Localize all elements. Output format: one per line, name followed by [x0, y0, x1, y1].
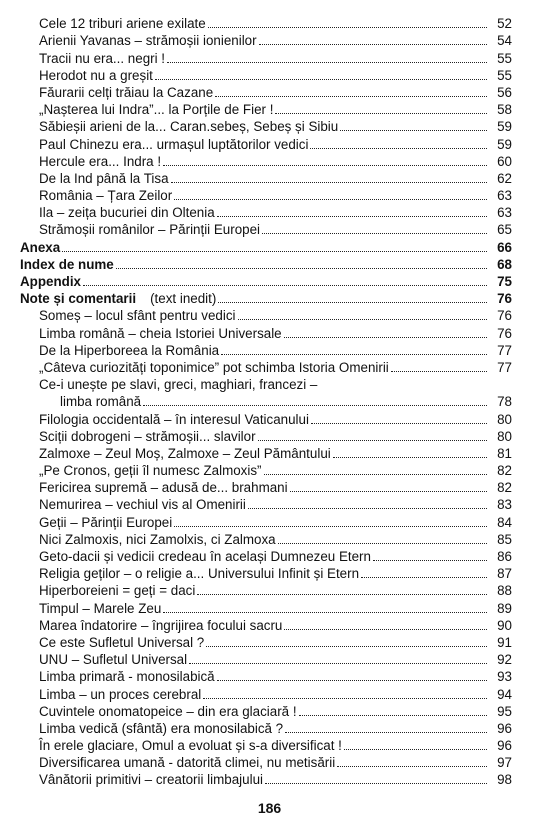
dot-leader: [167, 62, 487, 63]
toc-entry-page: 78: [497, 394, 512, 410]
toc-entry-title: [39, 85, 213, 100]
toc-entry-title-text: Făurarii celți trăiau la Cazane: [39, 84, 214, 100]
toc-entry-title: [39, 360, 389, 375]
toc-entry-title-text: De la Ind până la Tisa: [39, 170, 169, 186]
toc-entry-title-text: „Nașterea lui Indra”... la Porțile de Fier !: [39, 102, 274, 118]
dot-leader: [248, 508, 487, 509]
toc-entry-title-text: Timpul – Marele Zeu: [39, 600, 162, 616]
toc-entry-page: 59: [497, 136, 512, 152]
toc-entry-title-text: Vânătorii primitivi – creatorii limbajului: [39, 772, 263, 788]
toc-entry-title-text: „Câteva curiozități toponimice” pot schimba Istoria Omenirii: [39, 359, 389, 375]
toc-entry-title: [39, 326, 282, 341]
toc-entry-title-text: De la Hiperboreea la România: [39, 342, 220, 358]
toc-entry-title: [39, 549, 371, 564]
toc-entry-title: [39, 687, 201, 702]
toc-entry-title-text: România – Țara Zeilor: [39, 188, 173, 204]
toc-entry-title: [39, 515, 172, 530]
toc-entry-title: [39, 532, 276, 547]
dot-leader: [259, 44, 487, 45]
toc-entry-title-text: Ce este Sufletul Universal ?: [39, 634, 205, 650]
toc-entry-page: 80: [497, 411, 512, 427]
toc-entry: [20, 237, 512, 254]
toc-entry-page: 62: [497, 170, 512, 186]
toc-entry-title-text: Nemurirea – vechiul vis al Omenirii: [39, 497, 246, 513]
toc-entry: [20, 323, 512, 340]
toc-entry-page: 63: [497, 188, 512, 204]
toc-entry-title-text: Ce-i unește pe slavi, greci, maghiari, francezi –: [39, 377, 318, 393]
dot-leader: [284, 629, 487, 630]
toc-entry: [20, 358, 512, 375]
toc-entry-note: (text inedit): [150, 291, 217, 307]
dot-leader: [208, 27, 487, 28]
toc-entry: [20, 134, 512, 151]
toc-entry-title: [60, 394, 141, 409]
toc-entry-title: [39, 618, 282, 633]
toc-entry-title-text: Note și comentarii: [20, 291, 137, 307]
toc-entry-title-text: Marea îndatorire – îngrijirea focului sacru: [39, 617, 283, 633]
toc-entry-page: 82: [497, 480, 512, 496]
toc-entry-page: 59: [497, 119, 512, 135]
dot-leader: [218, 302, 487, 303]
toc-entry-page: 93: [497, 669, 512, 685]
toc-entry-title-text: Strămoșii românilor – Părinții Europei: [39, 222, 261, 238]
dot-leader: [337, 766, 487, 767]
toc-entry-title-text: Limba – un proces cerebral: [39, 686, 202, 702]
toc-entry-title-text: Limba vedică (sfântă) era monosilabică ?: [39, 720, 284, 736]
toc-entry: [20, 684, 512, 701]
dot-leader: [310, 148, 487, 149]
dot-leader: [265, 783, 487, 784]
dot-leader: [285, 732, 487, 733]
dot-leader: [264, 474, 487, 475]
table-of-contents: [20, 14, 512, 787]
toc-entry-title: [39, 497, 246, 512]
toc-entry: [20, 616, 512, 633]
dot-leader: [284, 337, 487, 338]
toc-entry-title-text: Paul Chinezu era... urmașul luptătorilor vedici: [39, 136, 309, 152]
dot-leader: [155, 79, 487, 80]
dot-leader: [163, 612, 487, 613]
toc-entry-title: [39, 704, 297, 719]
toc-entry: [20, 427, 512, 444]
dot-leader: [215, 96, 487, 97]
toc-entry: [20, 547, 512, 564]
toc-entry: [20, 152, 512, 169]
toc-entry-title-text: Diversificarea umană - datorită climei, nu metisării: [39, 755, 336, 771]
toc-entry-title-text: Zalmoxe – Zeul Moș, Zalmoxe – Zeul Pământului: [39, 445, 331, 461]
toc-entry-title: [39, 33, 257, 48]
toc-entry: [20, 203, 512, 220]
toc-entry-title-text: Geții – Părinții Europei: [39, 514, 173, 530]
toc-entry: [20, 478, 512, 495]
toc-entry-page: 58: [497, 102, 512, 118]
toc-entry: [20, 409, 512, 426]
toc-entry-title: [39, 343, 219, 358]
toc-entry: [20, 186, 512, 203]
toc-entry-title-text: limba română: [60, 394, 142, 410]
toc-entry: [20, 667, 512, 684]
toc-entry-page: 68: [497, 256, 512, 272]
dot-leader: [171, 182, 487, 183]
toc-entry-title: [39, 119, 338, 134]
toc-entry-title-text: Geto-dacii și vedicii credeau în același Dumnezeu Etern: [39, 549, 371, 564]
toc-entry-title: [39, 463, 262, 478]
toc-entry-title-text: Anexa: [20, 239, 61, 255]
toc-entry-title: [39, 669, 215, 684]
toc-entry-title-text: Fericirea supremă – adusă de... brahmani: [39, 480, 288, 496]
toc-entry-title-text: Hiperboreieni = geți = daci: [39, 583, 196, 599]
toc-entry-page: 88: [497, 583, 512, 599]
toc-entry-page: 94: [497, 686, 512, 702]
toc-entry-page: 82: [497, 463, 512, 479]
dot-leader: [258, 440, 487, 441]
toc-entry-page: 81: [497, 445, 512, 461]
dot-leader: [174, 526, 487, 527]
toc-entry-page: 89: [497, 600, 512, 616]
toc-entry-page: 65: [497, 222, 512, 238]
toc-entry-page: 96: [497, 738, 512, 754]
toc-entry: [20, 289, 512, 306]
toc-entry: [20, 66, 512, 83]
toc-entry-page: 76: [497, 308, 512, 324]
toc-entry-page: 87: [497, 566, 512, 582]
dot-leader: [299, 715, 487, 716]
dot-leader: [290, 491, 487, 492]
toc-entry-title-text: Herodot nu a greșit: [39, 67, 153, 83]
toc-entry: [20, 719, 512, 736]
toc-entry-title: [39, 772, 263, 787]
toc-entry-page: 60: [497, 153, 512, 169]
dot-leader: [221, 354, 487, 355]
toc-entry-title: [20, 257, 114, 272]
dot-leader: [143, 405, 487, 406]
toc-entry-page: 76: [497, 325, 512, 341]
toc-entry-page: 96: [497, 720, 512, 736]
toc-entry-title: [39, 480, 288, 495]
page-number: 186: [257, 800, 282, 816]
dot-leader: [116, 268, 487, 269]
toc-entry: [20, 306, 512, 323]
toc-entry-title: [20, 240, 60, 255]
toc-entry-title: [39, 583, 195, 598]
toc-entry-title-text: Cuvintele onomatopeice – din era glaciară !: [39, 703, 297, 719]
toc-entry-title: [39, 755, 335, 770]
toc-entry: [20, 633, 512, 650]
toc-entry-title-text: Someș – locul sfânt pentru vedici: [39, 308, 236, 324]
dot-leader: [278, 543, 487, 544]
toc-entry-page: 56: [497, 84, 512, 100]
toc-entry-page: 66: [497, 239, 512, 255]
toc-entry-title: [39, 171, 169, 186]
dot-leader: [361, 577, 487, 578]
toc-entry: [20, 564, 512, 581]
toc-entry-page: 80: [497, 428, 512, 444]
toc-entry: [20, 753, 512, 770]
dot-leader: [275, 113, 487, 114]
toc-entry-title-text: Tracii nu era... negri !: [39, 50, 166, 66]
dot-leader: [174, 199, 487, 200]
toc-entry: [20, 581, 512, 598]
toc-entry-title-text: Sciții dobrogeni – strămoșii... slavilor: [39, 428, 256, 444]
toc-entry-title-text: Filologia occidentală – în interesul Vaticanului: [39, 411, 309, 427]
toc-entry-page: 75: [497, 274, 512, 289]
dot-leader: [189, 663, 487, 664]
toc-entry: [20, 14, 512, 31]
toc-entry-title-text: Limba primară - monosilabică: [39, 669, 215, 685]
toc-entry-title: [39, 635, 204, 650]
dot-leader: [340, 130, 487, 131]
toc-entry-title-text: UNU – Sufletul Universal: [39, 652, 188, 668]
toc-entry-page: 91: [497, 634, 512, 650]
dot-leader: [391, 371, 487, 372]
dot-leader: [203, 698, 487, 699]
toc-entry: [20, 598, 512, 615]
toc-entry-page: 52: [497, 16, 512, 32]
toc-entry: [20, 31, 512, 48]
toc-entry-title: [39, 566, 359, 581]
toc-entry: [20, 392, 512, 409]
toc-entry: [20, 770, 512, 787]
toc-entry: [20, 461, 512, 478]
toc-entry-title: [39, 68, 153, 83]
toc-entry: [20, 702, 512, 719]
dot-leader: [311, 423, 487, 424]
toc-entry-title: [20, 274, 81, 289]
toc-entry-title-text: Religia geților – o religie a... Universului Infinit și Etern: [39, 566, 360, 582]
dot-leader: [163, 165, 487, 166]
toc-entry: [20, 512, 512, 529]
dot-leader: [238, 319, 488, 320]
dot-leader: [373, 560, 487, 561]
toc-entry-title: [39, 51, 165, 66]
toc-entry: [20, 736, 512, 753]
toc-entry: [20, 650, 512, 667]
toc-entry-page: 83: [497, 497, 512, 513]
toc-entry-page: 90: [497, 617, 512, 633]
dot-leader: [217, 680, 487, 681]
toc-entry-page: 63: [497, 205, 512, 221]
toc-entry: [20, 341, 512, 358]
toc-entry-page: 77: [497, 359, 512, 375]
toc-entry-title-text: Index de nume: [20, 256, 114, 272]
toc-entry-title: [39, 601, 161, 616]
toc-entry-page: 77: [497, 342, 512, 358]
toc-entry-title-text: Nici Zalmoxis, nici Zamolxis, ci Zalmoxa: [39, 531, 276, 547]
dot-leader: [344, 749, 487, 750]
toc-entry-page: 76: [497, 291, 512, 307]
dot-leader: [206, 646, 487, 647]
toc-entry-title: [39, 205, 215, 220]
toc-entry-page: 95: [497, 703, 512, 719]
toc-entry: [20, 169, 512, 186]
toc-entry-title: [39, 738, 342, 753]
toc-entry-title: [39, 188, 172, 203]
toc-entry-page: 55: [497, 50, 512, 66]
toc-entry-title: [39, 154, 161, 169]
toc-entry: [20, 117, 512, 134]
toc-entry-title-text: Cele 12 triburi ariene exilate: [39, 16, 206, 32]
toc-entry-page: 84: [497, 514, 512, 530]
toc-entry-title: [39, 222, 260, 237]
dot-leader: [62, 251, 487, 252]
toc-entry-title: [39, 377, 317, 392]
toc-entry-title-text: În erele glaciare, Omul a evoluat și s-a diversificat !: [39, 738, 342, 754]
toc-entry-title: [39, 137, 308, 152]
dot-leader: [217, 216, 487, 217]
dot-leader: [262, 233, 487, 234]
toc-entry: [20, 48, 512, 65]
toc-entry: [20, 375, 512, 392]
toc-entry-title: [39, 652, 187, 667]
toc-entry-title: [39, 308, 236, 323]
toc-entry-page: 85: [497, 531, 512, 547]
toc-entry-page: 98: [497, 772, 512, 788]
toc-entry-page: 92: [497, 652, 512, 668]
toc-entry-title: [39, 446, 331, 461]
toc-entry-page: 97: [497, 755, 512, 771]
toc-entry-title-text: Hercule era... Indra !: [39, 153, 162, 169]
toc-entry-title: [39, 429, 256, 444]
toc-entry-page: 54: [497, 33, 512, 49]
toc-entry: [20, 83, 512, 100]
toc-entry: [20, 100, 512, 117]
toc-entry-title: [20, 291, 216, 306]
dot-leader: [83, 285, 487, 286]
toc-entry: [20, 220, 512, 237]
toc-entry: [20, 495, 512, 512]
toc-entry-page: 86: [497, 549, 512, 564]
toc-entry-title: [39, 102, 273, 117]
toc-entry-title-text: „Pe Cronos, geții îl numesc Zalmoxis”: [39, 463, 262, 479]
toc-entry-title-text: Ila – zeița bucuriei din Oltenia: [39, 205, 215, 221]
toc-entry: [20, 530, 512, 547]
dot-leader: [333, 457, 487, 458]
toc-entry-title-text: Săbieșii arieni de la... Caran.sebeș, Sebeș și Sibiu: [39, 119, 339, 135]
toc-entry-title-text: Appendix: [20, 274, 82, 289]
toc-entry: [20, 444, 512, 461]
dot-leader: [197, 594, 487, 595]
toc-entry-title-text: Limba română – cheia Istoriei Universale: [39, 325, 282, 341]
toc-entry-title: [39, 412, 309, 427]
toc-entry-page: 55: [497, 67, 512, 83]
toc-entry-title: [39, 16, 206, 31]
toc-entry: [20, 272, 512, 289]
toc-entry-title: [39, 721, 283, 736]
toc-entry: [20, 255, 512, 272]
toc-entry-title-text: Arienii Yavanas – strămoșii ionienilor: [39, 33, 257, 49]
